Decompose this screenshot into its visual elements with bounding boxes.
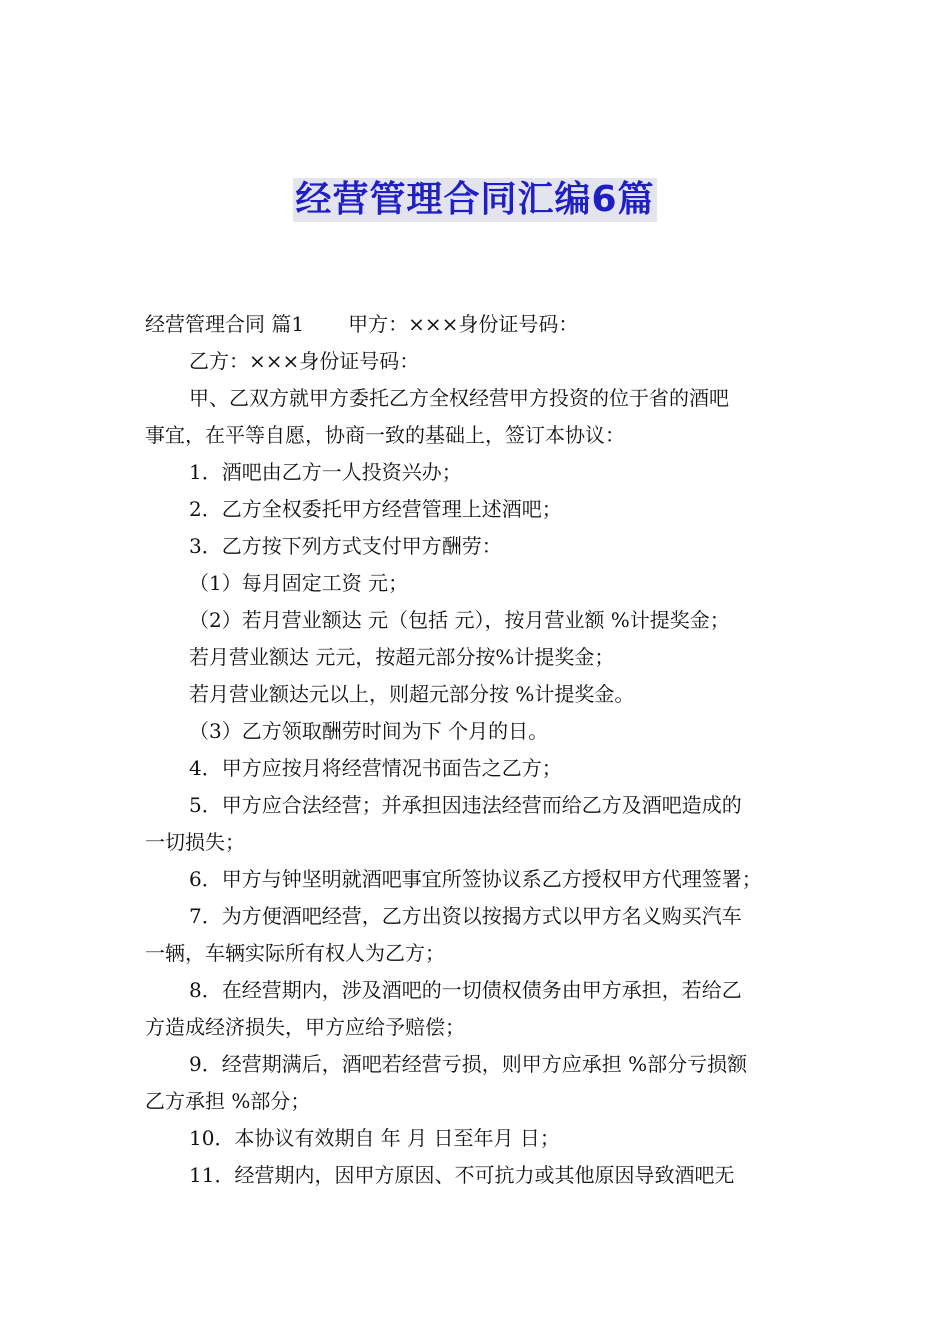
paragraph-line: 乙方：×××身份证号码： [189, 349, 420, 373]
paragraph-line: 方造成经济损失，甲方应给予赔偿； [145, 1015, 465, 1039]
paragraph-line: 8．在经营期内，涉及酒吧的一切债权债务由甲方承担，若给乙 [189, 978, 742, 1002]
paragraph-line [145, 306, 810, 343]
paragraph-line: 一辆，车辆实际所有权人为乙方； [145, 941, 445, 965]
paragraph-line: （1）每月固定工资 元； [189, 571, 409, 595]
paragraph-line: 6．甲方与钟坚明就酒吧事宜所签协议系乙方授权甲方代理签署； [189, 867, 762, 891]
section-heading: 经营管理合同 篇1 [145, 312, 305, 336]
paragraph-line: 2．乙方全权委托甲方经营管理上述酒吧； [189, 497, 562, 521]
paragraph-line: 4．甲方应按月将经营情况书面告之乙方； [189, 756, 562, 780]
paragraph-line: 乙方承担 %部分； [145, 1089, 311, 1113]
title-wrap [0, 178, 950, 222]
paragraph-line: （3）乙方领取酬劳时间为下 个月的日。 [189, 719, 549, 743]
paragraph-line: 甲、乙双方就甲方委托乙方全权经营甲方投资的位于省的酒吧 [189, 386, 729, 410]
paragraph-line: 11．经营期内，因甲方原因、不可抗力或其他原因导致酒吧无 [189, 1163, 735, 1187]
paragraph-line: 事宜，在平等自愿，协商一致的基础上，签订本协议： [145, 423, 625, 447]
paragraph-line: （2）若月营业额达 元（包括 元），按月营业额 %计提奖金； [189, 608, 730, 632]
paragraph-line: 10．本协议有效期自 年 月 日至年月 日； [189, 1126, 560, 1150]
paragraph-line: 若月营业额达元以上，则超元部分按 %计提奖金。 [189, 682, 635, 706]
paragraph-line: 若月营业额达 元元，按超元部分按%计提奖金； [189, 645, 615, 669]
document-body [145, 306, 810, 1194]
document-title: 经营管理合同汇编6篇 [295, 179, 655, 220]
paragraph-line: 5．甲方应合法经营；并承担因违法经营而给乙方及酒吧造成的 [189, 793, 742, 817]
paragraph-line: 3．乙方按下列方式支付甲方酬劳： [189, 534, 502, 558]
paragraph-line: 7．为方便酒吧经营，乙方出资以按揭方式以甲方名义购买汽车 [189, 904, 742, 928]
paragraph-line: 一切损失； [145, 830, 245, 854]
paragraph-line: 9．经营期满后，酒吧若经营亏损，则甲方应承担 %部分亏损额 [189, 1052, 748, 1076]
party-a-line: 甲方：×××身份证号码： [348, 312, 579, 336]
paragraph-line: 1．酒吧由乙方一人投资兴办； [189, 460, 462, 484]
